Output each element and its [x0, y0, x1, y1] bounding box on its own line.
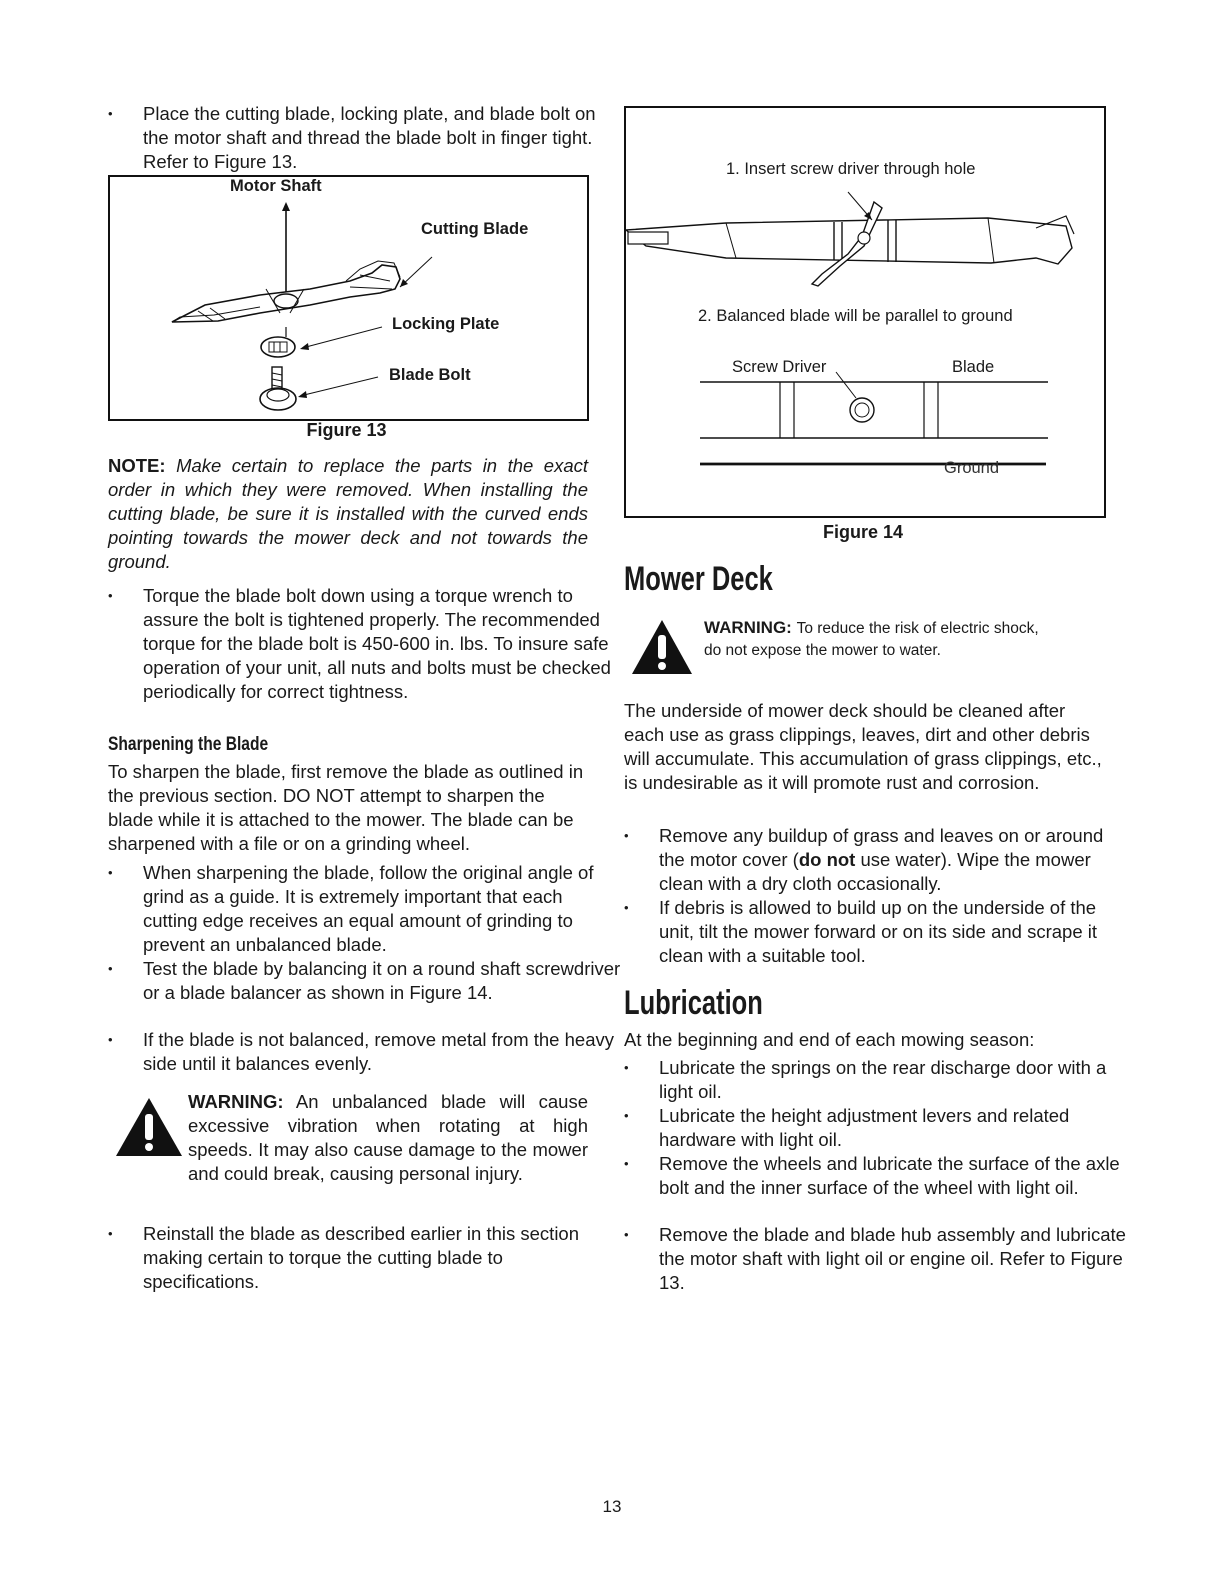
label-motor-shaft: Motor Shaft: [230, 177, 322, 195]
bullet-debris: • If debris is allowed to build up on the underside of the unit, tilt the mower forward or on its side and scrape it clean with a suitable tool.: [624, 896, 1129, 968]
warning-unbalanced-blade: [188, 1090, 588, 1186]
label-blade-bolt: Blade Bolt: [389, 366, 471, 384]
label-locking-plate: Locking Plate: [392, 315, 500, 333]
heading-lubrication: Lubrication: [624, 984, 763, 1022]
bullet-place-blade: • Place the cutting blade, locking plate, and blade bolt on the motor shaft and thread the blade bolt in finger tight. Refer to Figure 13.: [108, 102, 613, 174]
warning-text: An unbalanced blade will cause excessive vibration when rotating at high speeds. It may also cause damage to the mower and could break, causing personal injury.: [188, 1091, 588, 1184]
warning-text-line2: do not expose the mower to water.: [704, 642, 941, 659]
bullet-lube-wheels: • Remove the wheels and lubricate the surface of the axle bolt and the inner surface of the wheel with light oil.: [624, 1152, 1129, 1200]
bullet-reinstall: • Reinstall the blade as described earlier in this section making certain to torque the cutting blade to specifications.: [108, 1222, 621, 1294]
warning-electric-shock: [704, 616, 1104, 662]
figure-13-blade-diagram: [110, 177, 587, 419]
figure-13-box: [108, 175, 589, 421]
warning-triangle-icon: [114, 1096, 184, 1158]
bullet-test-balance: • Test the blade by balancing it on a round shaft screwdriver or a blade balancer as shown in Figure 14.: [108, 957, 621, 1005]
label-blade: Blade: [952, 358, 995, 376]
label-step2: 2. Balanced blade will be parallel to ground: [698, 307, 1013, 325]
bullet-lube-height: • Lubricate the height adjustment levers and related hardware with light oil.: [624, 1104, 1129, 1152]
sharpen-paragraph: To sharpen the blade, first remove the blade as outlined in the previous section. DO NOT attempt to sharpen the blade while it is attached to the mower. The blade can be sharpened with a file or on a grinding wheel.: [108, 761, 584, 854]
bullet-unbalanced: • If the blade is not balanced, remove metal from the heavy side until it balances evenly.: [108, 1028, 621, 1076]
warning-text-line1: To reduce the risk of electric shock,: [796, 620, 1039, 637]
label-screw-driver: Screw Driver: [732, 358, 827, 376]
do-not-emphasis: do not: [798, 849, 856, 870]
lube-intro: At the beginning and end of each mowing season:: [624, 1029, 1035, 1050]
note-label: NOTE:: [108, 455, 166, 476]
note-text: Make certain to replace the parts in the exact order in which they were removed. When installing the cutting blade, be sure it is installed with the curved ends pointing towards the mower deck and not towards the ground.: [108, 455, 589, 572]
heading-sharpening-blade: Sharpening the Blade: [108, 734, 269, 755]
warning-label: WARNING:: [188, 1091, 284, 1112]
figure-13-caption: Figure 13: [306, 420, 387, 440]
label-step1: 1. Insert screw driver through hole: [726, 160, 976, 178]
deck-paragraph: The underside of mower deck should be cleaned after each use as grass clippings, leaves, dirt and other debris will accumulate. This accumulation of grass clippings, etc., is undesirable as it will promote rust and corrosion.: [624, 700, 1102, 793]
bullet-torque: • Torque the blade bolt down using a torque wrench to assure the bolt is tightened properly. The recommended torque for the blade bolt is 450-600 in. lbs. To insure safe operation of your unit, all nuts and bolts must be checked periodically for correct tightness.: [108, 584, 621, 704]
heading-mower-deck: Mower Deck: [624, 560, 773, 598]
note-paragraph: [108, 454, 588, 574]
bullet-lube-blade-hub: • Remove the blade and blade hub assembly and lubricate the motor shaft with light oil or engine oil. Refer to Figure 13.: [624, 1223, 1129, 1295]
label-cutting-blade: Cutting Blade: [421, 220, 529, 238]
figure-14-box: [624, 106, 1106, 518]
bullet-lube-springs: • Lubricate the springs on the rear discharge door with a light oil.: [624, 1056, 1129, 1104]
warning-label: WARNING:: [704, 618, 792, 637]
bullet-sharpen-angle: • When sharpening the blade, follow the original angle of grind as a guide. It is extremely important that each cutting edge receives an equal amount of grinding to prevent an unbalanced blade.: [108, 861, 621, 957]
warning-triangle-icon: [630, 618, 694, 676]
page-number: 13: [602, 1497, 622, 1516]
figure-14-caption: Figure 14: [822, 522, 904, 542]
bullet-remove-buildup: • Remove any buildup of grass and leaves on or around the motor cover (do not use water). Wipe the mower clean with a dry cloth occasionally.: [624, 824, 1129, 896]
label-ground: Ground: [944, 459, 1000, 477]
